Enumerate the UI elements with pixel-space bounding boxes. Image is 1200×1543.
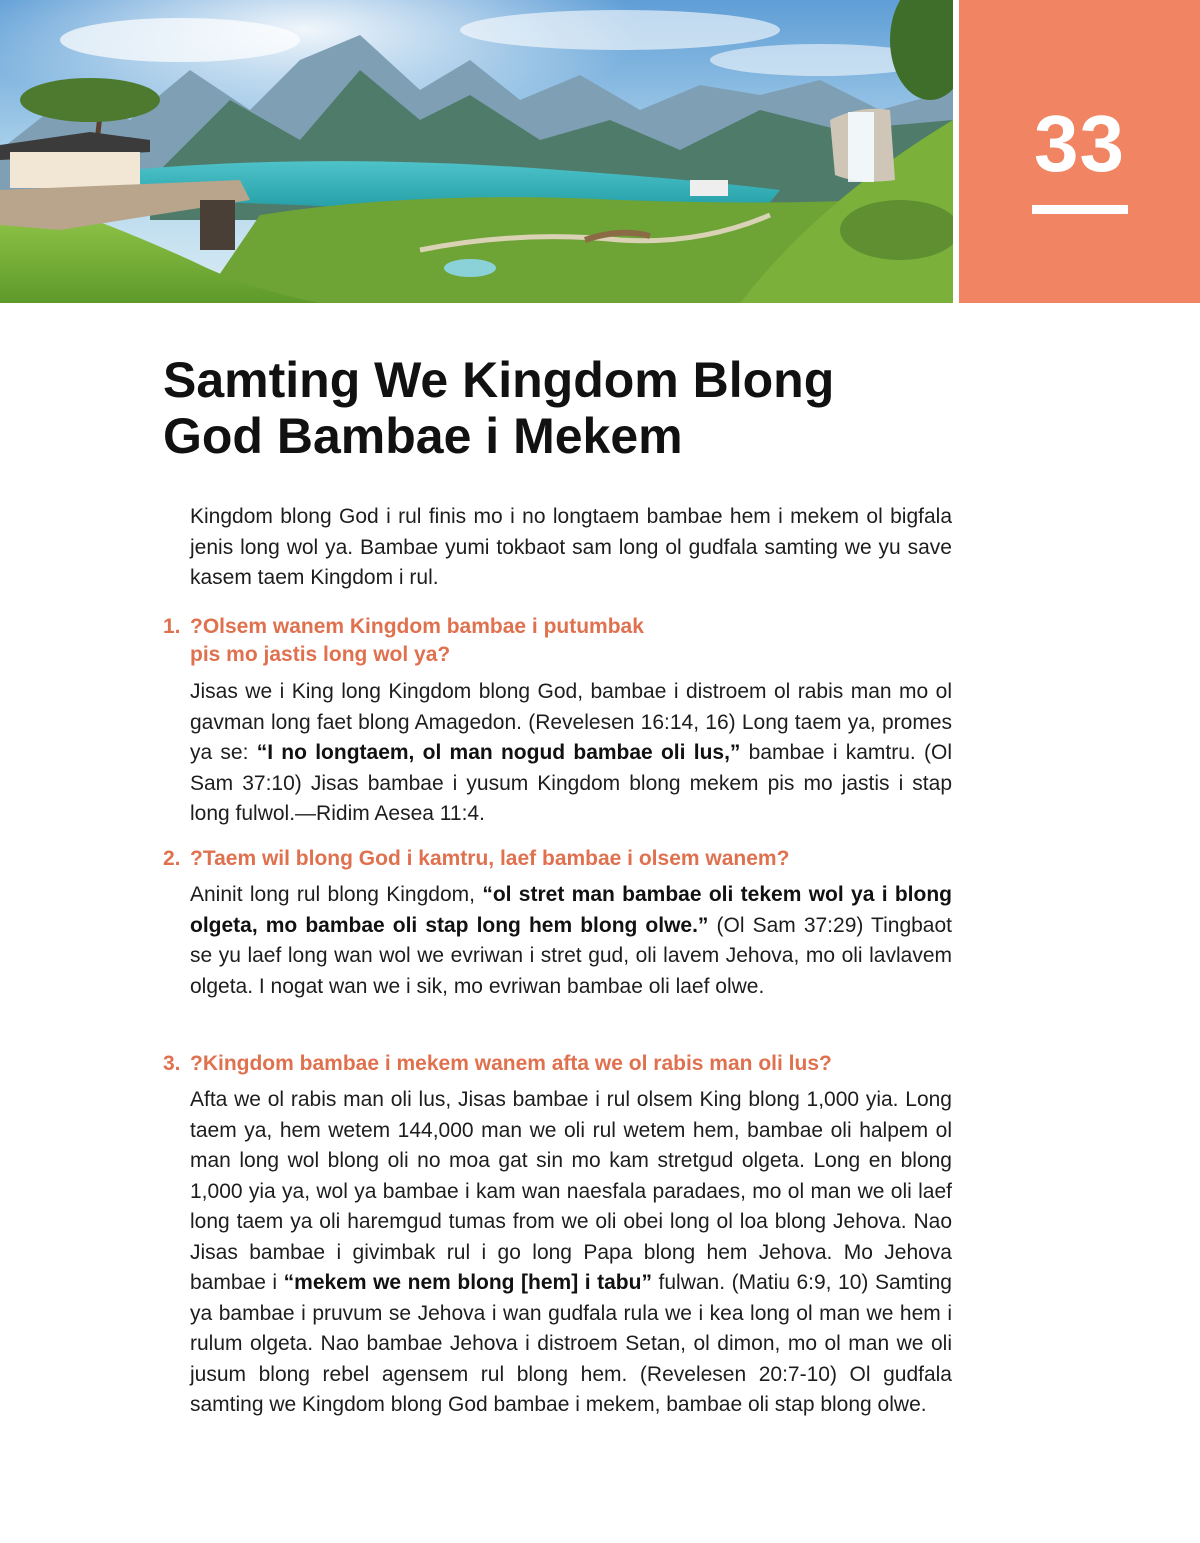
answer-text-part: (Ol Sam 37:29) Tingbaot se yu laef long wan wol we evriwan i stret gud, oli lavem Jehova, mo oli lavlavem olgeta. I nogat wan we i sik, mo evriwan bambae oli laef olwe. bbox=[190, 913, 952, 998]
hero-illustration bbox=[0, 0, 953, 303]
page-title bbox=[163, 352, 923, 464]
answer-1 bbox=[190, 677, 952, 830]
answer-text-part: bambae i kamtru. (Ol Sam 37:10) Jisas bambae i yusum Kingdom blong mekem pis mo jastis i stap long fulwol.—Ridim Aesea 11:4. bbox=[190, 741, 952, 825]
answer-text-part: Jisas we i King long Kingdom blong God, bambae i distroem ol rabis man mo ol gavman long faet blong Amagedon. (Revelesen 16:14, 16) Long taem ya, promes ya se: bbox=[190, 680, 952, 764]
chapter-badge bbox=[959, 0, 1200, 303]
question-number: 2. bbox=[163, 847, 181, 870]
answer-text bbox=[190, 1085, 952, 1421]
question-text-line-1: ?Kingdom bambae i mekem wanem afta we ol rabis man oli lus? bbox=[190, 1052, 832, 1075]
chapter-number: 33 bbox=[1034, 99, 1125, 188]
intro-paragraph bbox=[190, 502, 952, 594]
question-text-line-1: ?Olsem wanem Kingdom bambae i putumbak bbox=[190, 615, 644, 638]
answer-text-part: Afta we ol rabis man oli lus, Jisas bambae i rul olsem King blong 1,000 yia. Long taem ya, hem wetem 144,000 man we oli rul wetem hem, bambae oli halpem ol man long wol blong oli no moa gat sin mo kam stretgud olgeta. Long en blong 1,000 yia ya, wol ya bambae i kam wan naesfala paradaes, mo ol man we oli laef long taem ya oli haremgud tumas from we oli obei long ol loa blong Jehova. Nao Jisas bambae i givimbak rul i go long Papa blong hem Jehova. Mo Jehova bambae i bbox=[190, 1088, 952, 1294]
answer-text bbox=[190, 677, 952, 830]
answer-2 bbox=[190, 880, 952, 1002]
answer-text-part: Aninit long rul blong Kingdom, bbox=[190, 883, 483, 906]
answer-text-part: fulwan. (Matiu 6:9, 10) Samting ya bambae i pruvum se Jehova i wan gudfala rula we i kea long ol man we hem i rulum olgeta. Nao bambae Jehova i distroem Setan, ol dimon, mo ol man we oli jusum blong rebel agensem rul blong hem. (Revelesen 20:7-10) Ol gudfala samting we Kingdom blong God bambae i mekem, bambae oli stap blong olwe. bbox=[190, 1271, 952, 1416]
question-text-line-2: pis mo jastis long wol ya? bbox=[190, 643, 451, 666]
scripture-quote: “I no longtaem, ol man nogud bambae oli lus,” bbox=[256, 741, 741, 764]
question-3-heading bbox=[163, 1050, 943, 1078]
question-number: 3. bbox=[163, 1052, 181, 1075]
question-2-heading bbox=[163, 845, 943, 873]
question-1-heading bbox=[163, 613, 763, 669]
title-line-2: God Bambae i Mekem bbox=[163, 408, 683, 464]
question-text-line-1: ?Taem wil blong God i kamtru, laef bambae i olsem wanem? bbox=[190, 847, 790, 870]
answer-text bbox=[190, 880, 952, 1002]
scripture-quote: “mekem we nem blong [hem] i tabu” bbox=[283, 1271, 652, 1294]
question-number: 1. bbox=[163, 615, 181, 638]
answer-3 bbox=[190, 1085, 952, 1421]
scripture-quote: “ol stret man bambae oli tekem wol ya i blong olgeta, mo bambae oli stap long hem blong olwe.” bbox=[190, 883, 953, 937]
title-line-1: Samting We Kingdom Blong bbox=[163, 352, 835, 408]
intro-text: Kingdom blong God i rul finis mo i no longtaem bambae hem i mekem ol bigfala jenis long wol ya. Bambae yumi tokbaot sam long ol gudfala samting we yu save kasem taem Kingdom i rul. bbox=[190, 505, 952, 589]
paradise-landscape-image bbox=[0, 0, 953, 303]
chapter-underline bbox=[1032, 205, 1128, 214]
